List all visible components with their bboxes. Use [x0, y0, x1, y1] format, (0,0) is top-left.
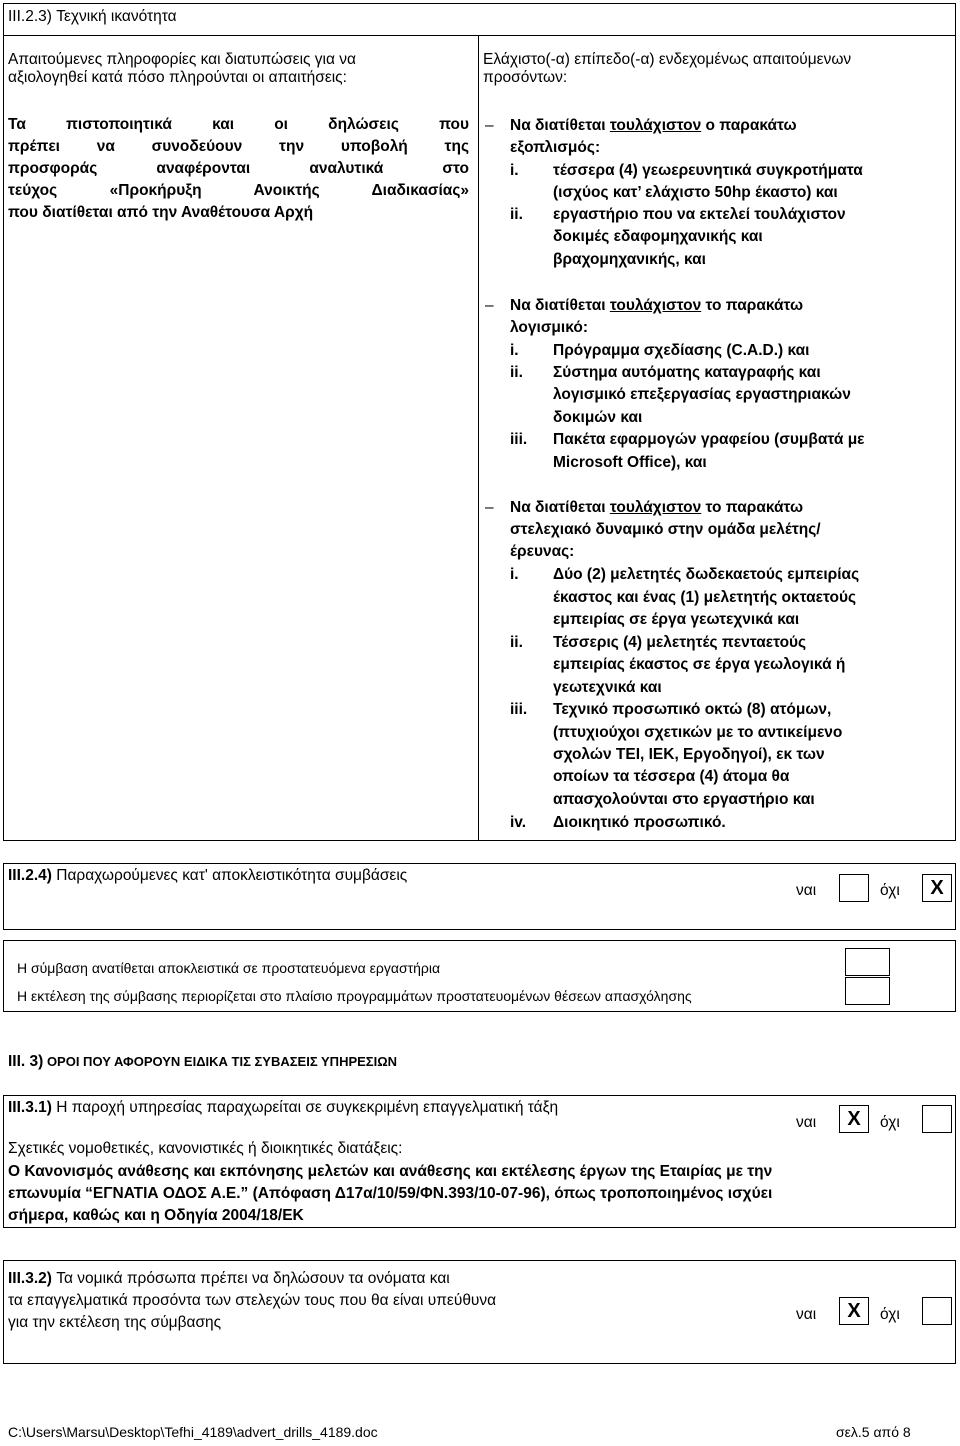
staff-item-4: Διοικητικό προσωπικό.: [553, 814, 726, 831]
staff-item-3-cont-1: (πτυχιούχοι σχετικών με το αντικείμενο: [553, 724, 843, 741]
left-intro-line-1: Απαιτούμενες πληροφορίες και διατυπώσεις για να: [8, 51, 356, 68]
left-bold-line-1: Τα πιστοποιητικά και οι δηλώσεις που: [8, 116, 469, 133]
item-label: iii.: [510, 431, 528, 448]
staff-requirement-title-line-2: στελεχιακό δυναμικό στην ομάδα μελέτης/: [510, 521, 821, 538]
regulation-text-line-1: Ο Κανονισμός ανάθεσης και εκπόνησης μελετών και ανάθεσης και εκτέλεσης έργων της Εταιρίας με την: [8, 1163, 773, 1180]
reserved-no-checkbox[interactable]: X: [922, 874, 952, 902]
staff-item-3: Τεχνικό προσωπικό οκτώ (8) ατόμων,: [553, 701, 832, 718]
right-intro-line-1: Ελάχιστο(-α) επίπεδο(-α) ενδεχομένως απαιτούμενων: [483, 51, 852, 68]
provisions-label: Σχετικές νομοθετικές, κανονιστικές ή διοικητικές διατάξεις:: [8, 1140, 403, 1157]
sheltered-workshops-line-2: Η εκτέλεση της σύμβασης περιορίζεται στο πλαίσιο προγραμμάτων προστατευομένων θέσεων απασχόλησης: [17, 988, 692, 1004]
left-bold-line-3: προσφοράς αναφέρονται αναλυτικά στο: [8, 160, 469, 177]
services-contracts-heading: III. 3) ΟΡΟΙ ΠΟΥ ΑΦΟΡΟΥΝ ΕΙΔΙΚΑ ΤΙΣ ΣΥΒΑΣΕΙΣ ΥΠΗΡΕΣΙΩΝ: [8, 1053, 398, 1070]
left-bold-line-4: τεύχος «Προκήρυξη Ανοικτής Διαδικασίας»: [8, 182, 469, 199]
table-header-divider: [3, 35, 956, 36]
staff-item-1-cont-2: εμπειρίας σε έργα γεωτεχνικά και: [553, 611, 800, 628]
equipment-item-2-cont-2: βραχομηχανικής, και: [553, 251, 706, 268]
staff-item-3-cont-4: απασχολούνται στο εργαστήριο και: [553, 791, 815, 808]
staff-names-no-checkbox[interactable]: [922, 1297, 952, 1325]
equipment-requirement-title: Να διατίθεται τουλάχιστον ο παρακάτω: [510, 117, 797, 134]
item-label: i.: [510, 162, 519, 179]
item-label: iv.: [510, 814, 527, 831]
staff-names-yes-checkbox[interactable]: X: [839, 1297, 869, 1325]
item-label: ii.: [510, 364, 523, 381]
equipment-item-2-cont-1: δοκιμές εδαφομηχανικής και: [553, 228, 763, 245]
regulation-text-line-2: επωνυμία “ΕΓΝΑΤΙΑ ΟΔΟΣ Α.Ε.” (Απόφαση Δ17α/10/59/ΦΝ.393/10-07-96), όπως τροποποιημένος ισχύει: [8, 1185, 773, 1202]
staff-item-3-cont-2: σχολών ΤΕΙ, ΙΕΚ, Εργοδηγοί), εκ των: [553, 746, 825, 763]
yes-label: ναι: [796, 882, 817, 899]
bullet-dash: –: [485, 117, 494, 134]
yes-label: ναι: [796, 1306, 817, 1323]
bullet-dash: –: [485, 297, 494, 314]
yes-label: ναι: [796, 1114, 817, 1131]
software-requirement-title-line-2: λογισμικό:: [510, 319, 588, 336]
no-label: όχι: [880, 882, 900, 899]
staff-item-3-cont-3: οποίων τα τέσσερα (4) άτομα θα: [553, 768, 790, 785]
no-label: όχι: [880, 1114, 900, 1131]
staff-requirement-title: Να διατίθεται τουλάχιστον το παρακάτω: [510, 499, 804, 516]
right-intro-line-2: προσόντων:: [483, 69, 568, 86]
left-bold-line-5: που διατίθεται από την Αναθέτουσα Αρχή: [8, 204, 314, 221]
equipment-requirement-title-line-2: εξοπλισμός:: [510, 139, 601, 156]
sheltered-workshops-checkbox-2[interactable]: [845, 977, 890, 1005]
item-label: i.: [510, 566, 519, 583]
bullet-dash: –: [485, 499, 494, 516]
profession-no-checkbox[interactable]: [922, 1105, 952, 1133]
equipment-item-1-cont: (ισχύος κατ’ ελάχιστο 50hp έκαστο) και: [553, 184, 838, 201]
staff-names-line-3: για την εκτέλεση της σύμβασης: [8, 1314, 222, 1331]
staff-item-2-cont-1: εμπειρίας έκαστος σε έργα γεωλογικά ή: [553, 656, 846, 673]
regulation-text-line-3: σήμερα, καθώς και η Οδηγία 2004/18/ΕΚ: [8, 1207, 304, 1224]
software-requirement-title: Να διατίθεται τουλάχιστον το παρακάτω: [510, 297, 804, 314]
particular-profession-heading: III.3.1) Η παροχή υπηρεσίας παραχωρείται σε συγκεκριμένη επαγγελματική τάξη: [8, 1099, 559, 1116]
item-label: i.: [510, 342, 519, 359]
equipment-item-1: τέσσερα (4) γεωερευνητικά συγκροτήματα: [553, 162, 863, 179]
staff-requirement-title-line-3: έρευνας:: [510, 543, 575, 560]
software-item-3: Πακέτα εφαρμογών γραφείου (συμβατά με: [553, 431, 865, 448]
no-label: όχι: [880, 1306, 900, 1323]
table-column-divider: [478, 35, 479, 841]
footer-file-path: C:\Users\Marsu\Desktop\Tefhi_4189\advert_drills_4189.doc: [8, 1424, 378, 1440]
software-item-1: Πρόγραμμα σχεδίασης (C.A.D.) και: [553, 342, 810, 359]
staff-names-line-2: τα επαγγελματικά προσόντα των στελεχών τους που θα είναι υπεύθυνα: [8, 1292, 497, 1309]
section-heading-technical-capacity: III.2.3) Τεχνική ικανότητα: [8, 8, 177, 25]
left-bold-line-2: πρέπει να συνοδεύουν την υποβολή της: [8, 138, 469, 155]
staff-names-heading: III.3.2) Τα νομικά πρόσωπα πρέπει να δηλώσουν τα ονόματα και: [8, 1270, 450, 1287]
equipment-item-2: εργαστήριο που να εκτελεί τουλάχιστον: [553, 206, 846, 223]
item-label: ii.: [510, 634, 523, 651]
sheltered-workshops-line-1: Η σύμβαση ανατίθεται αποκλειστικά σε προστατευόμενα εργαστήρια: [17, 960, 441, 976]
software-item-2-cont-2: δοκιμών και: [553, 409, 643, 426]
footer-page-number: σελ.5 από 8: [836, 1424, 911, 1440]
reserved-yes-checkbox[interactable]: [839, 874, 869, 902]
software-item-2: Σύστημα αυτόματης καταγραφής και: [553, 364, 821, 381]
sheltered-workshops-checkbox-1[interactable]: [845, 948, 890, 976]
staff-item-1: Δύο (2) μελετητές δωδεκαετούς εμπειρίας: [553, 566, 860, 583]
staff-item-2-cont-2: γεωτεχνικά και: [553, 679, 662, 696]
profession-yes-checkbox[interactable]: X: [839, 1105, 869, 1133]
left-intro-line-2: αξιολογηθεί κατά πόσο πληρούνται οι απαιτήσεις:: [8, 69, 347, 86]
staff-item-1-cont-1: έκαστος και ένας (1) μελετητής οκταετούς: [553, 589, 857, 606]
reserved-contracts-heading: III.2.4) Παραχωρούμενες κατ' αποκλειστικότητα συμβάσεις: [8, 867, 408, 884]
software-item-2-cont-1: λογισμικό επεξεργασίας εργαστηριακών: [553, 386, 851, 403]
item-label: ii.: [510, 206, 523, 223]
software-item-3-cont: Microsoft Office), και: [553, 454, 707, 471]
item-label: iii.: [510, 701, 528, 718]
staff-item-2: Τέσσερις (4) μελετητές πενταετούς: [553, 634, 807, 651]
